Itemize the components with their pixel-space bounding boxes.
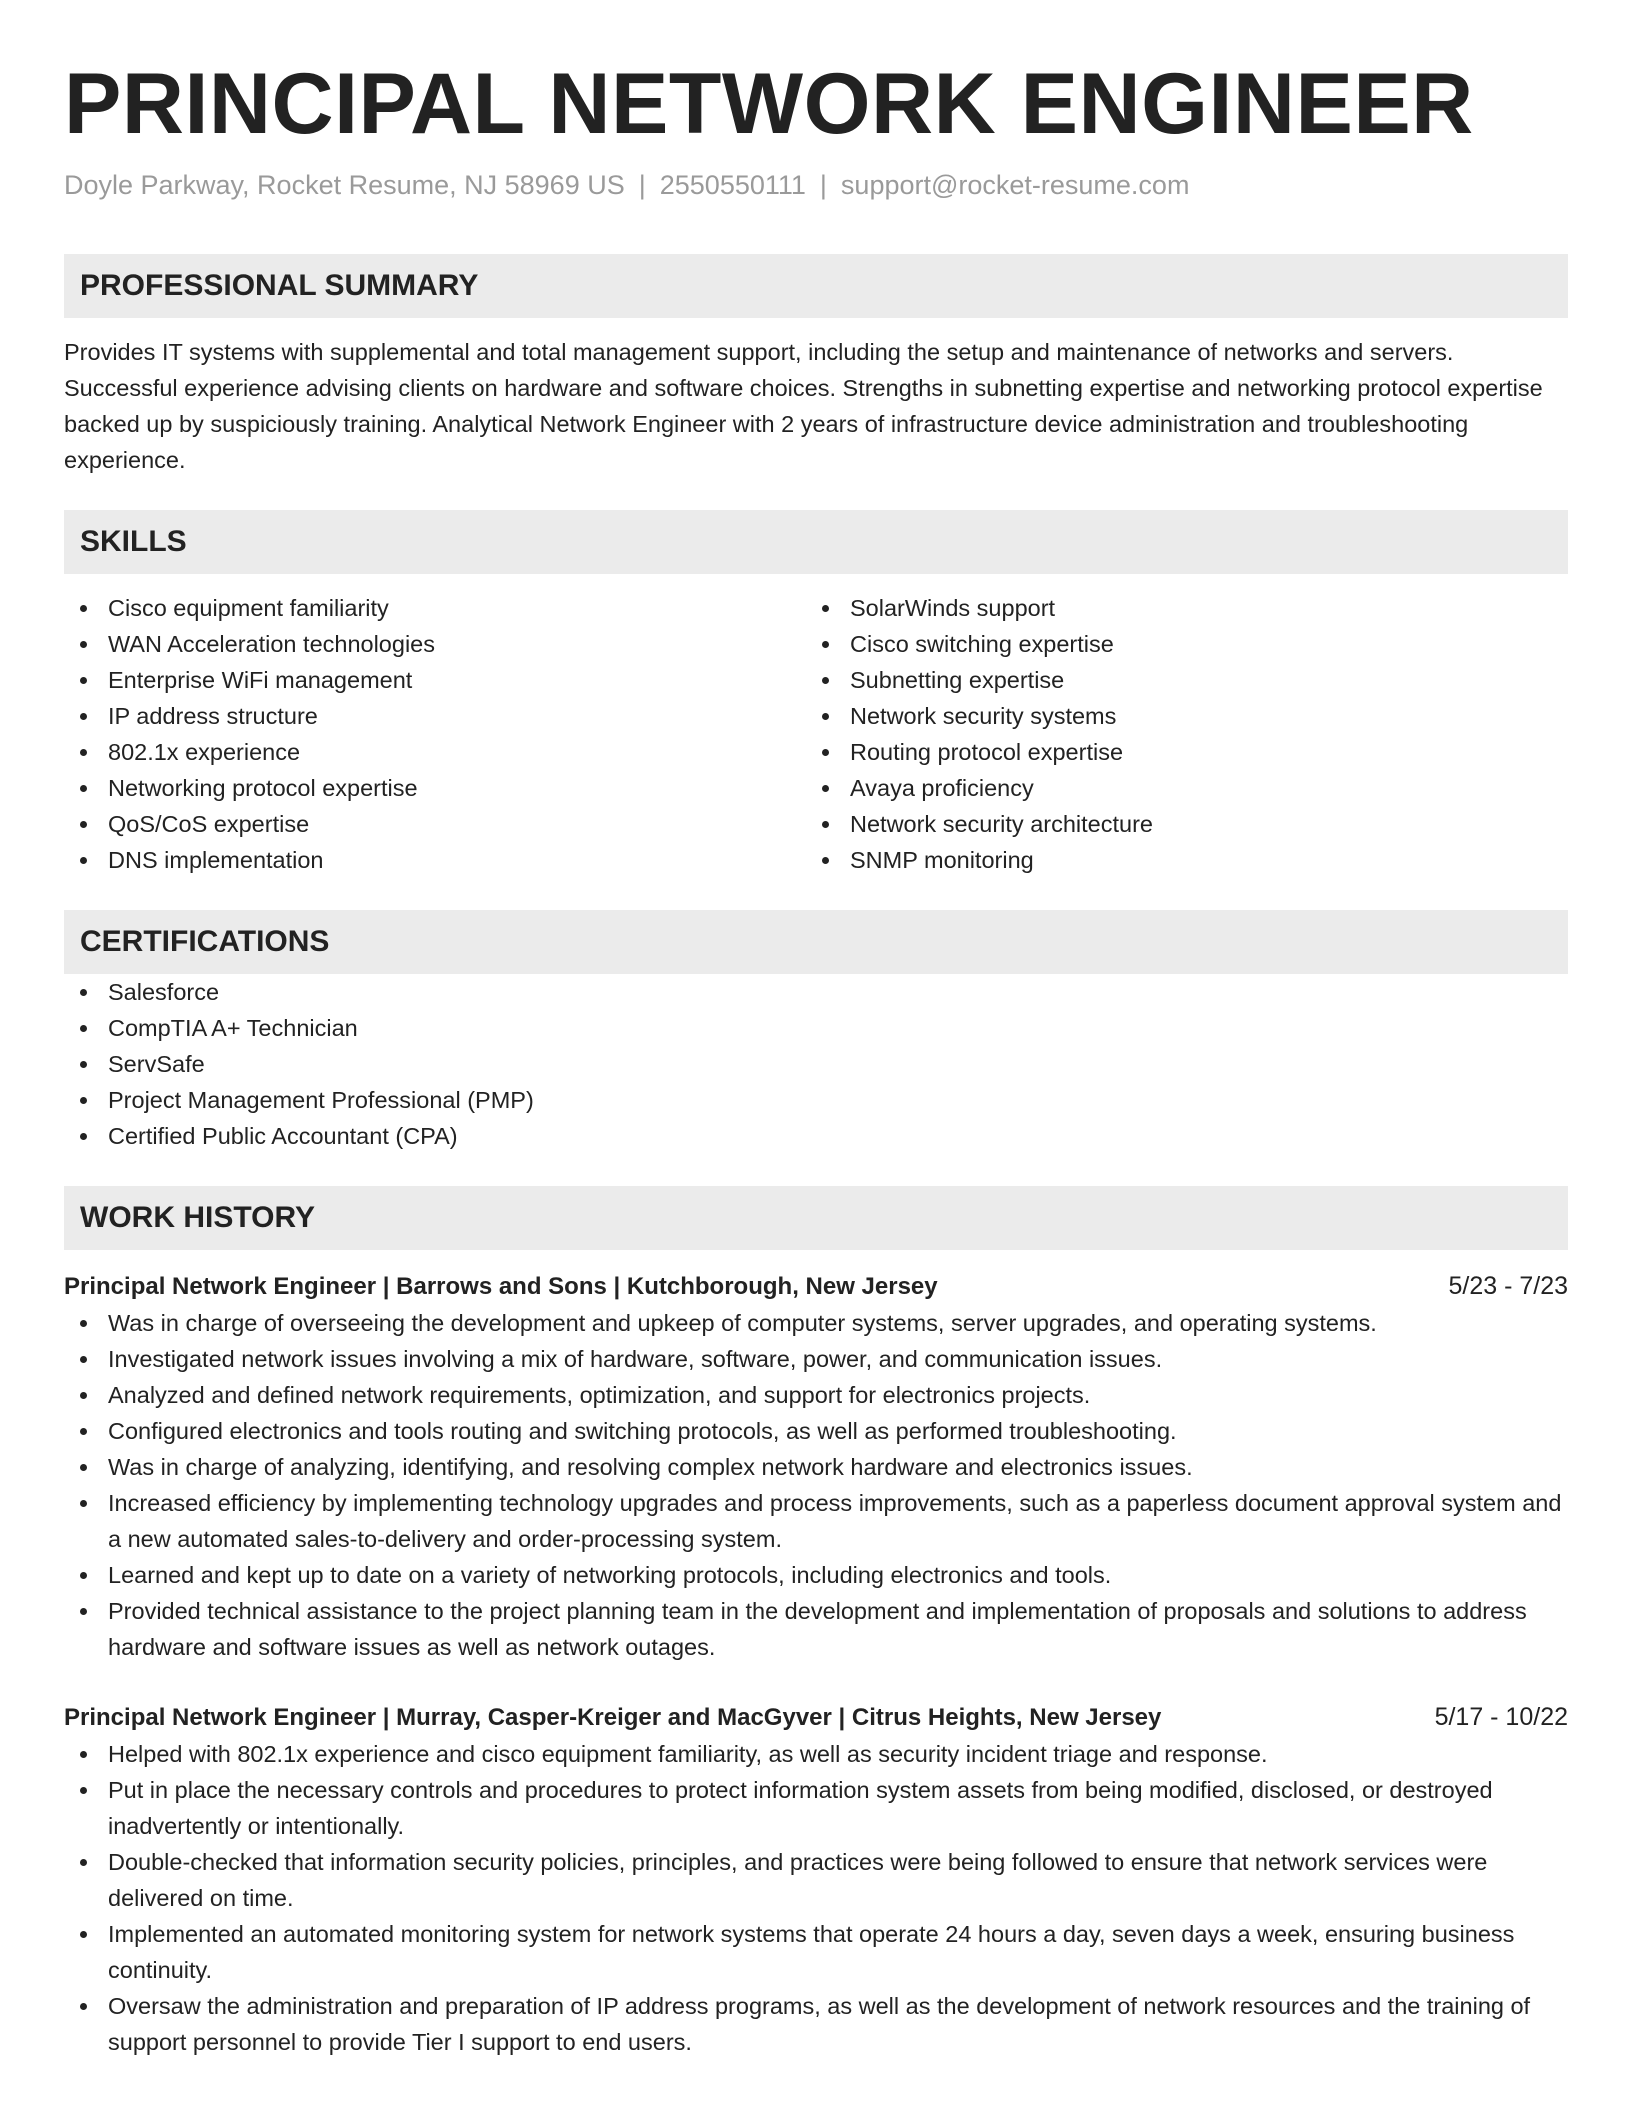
bullet-icon bbox=[80, 1464, 87, 1471]
job-bullet-text: Increased efficiency by implementing technology upgrades and process improvements, such as a paperless document approval system and a new automated sales-to-delivery and order-processing system. bbox=[108, 1490, 1562, 1552]
skill-item bbox=[806, 770, 1548, 806]
skill-label: Routing protocol expertise bbox=[850, 739, 1124, 765]
section-header-work-history: WORK HISTORY bbox=[64, 1186, 1568, 1250]
job-header bbox=[64, 1699, 1568, 1736]
job-bullet bbox=[64, 1772, 1568, 1844]
skill-label: IP address structure bbox=[108, 703, 318, 729]
bullet-icon bbox=[80, 1787, 87, 1794]
certification-label: Project Management Professional (PMP) bbox=[108, 1087, 534, 1113]
skill-label: SolarWinds support bbox=[850, 595, 1056, 621]
bullet-icon bbox=[80, 605, 87, 612]
job-bullet bbox=[64, 1736, 1568, 1772]
bullet-icon bbox=[80, 1133, 87, 1140]
skill-item bbox=[806, 806, 1548, 842]
job-bullet-text: Was in charge of analyzing, identifying, and resolving complex network hardware and electronics issues. bbox=[108, 1454, 1193, 1480]
job-header bbox=[64, 1268, 1568, 1305]
contact-line bbox=[64, 168, 1568, 202]
job-bullet bbox=[64, 1305, 1568, 1341]
skill-item bbox=[64, 662, 806, 698]
bullet-icon bbox=[80, 1097, 87, 1104]
bullet-icon bbox=[80, 1572, 87, 1579]
job-bullet bbox=[64, 1988, 1568, 2060]
job-title: Principal Network Engineer | Barrows and Sons | Kutchborough, New Jersey bbox=[64, 1273, 938, 1300]
skill-label: 802.1x experience bbox=[108, 739, 301, 765]
skill-label: Cisco switching expertise bbox=[850, 631, 1114, 657]
job-bullet-text: Oversaw the administration and preparation of IP address programs, as well as the development of network resources and the training of support personnel to provide Tier I support to end users. bbox=[108, 1993, 1531, 2055]
bullet-icon bbox=[822, 857, 829, 864]
bullet-icon bbox=[80, 1061, 87, 1068]
job-bullet bbox=[64, 1341, 1568, 1377]
certification-item bbox=[64, 1082, 1568, 1118]
skill-item bbox=[64, 734, 806, 770]
bullet-icon bbox=[80, 1428, 87, 1435]
job-entry bbox=[64, 1699, 1568, 2060]
bullet-icon bbox=[80, 1608, 87, 1615]
bullet-icon bbox=[80, 677, 87, 684]
job-bullet bbox=[64, 1844, 1568, 1916]
skill-label: DNS implementation bbox=[108, 847, 324, 873]
skills-column-right bbox=[806, 590, 1548, 878]
bullet-icon bbox=[80, 785, 87, 792]
skill-item bbox=[64, 770, 806, 806]
job-bullet bbox=[64, 1593, 1568, 1665]
skills-column-left bbox=[64, 590, 806, 878]
job-bullet-text: Was in charge of overseeing the development and upkeep of computer systems, server upgrades, and operating systems. bbox=[108, 1310, 1377, 1336]
skill-label: QoS/CoS expertise bbox=[108, 811, 310, 837]
contact-email: support@rocket-resume.com bbox=[840, 170, 1190, 200]
skill-label: SNMP monitoring bbox=[850, 847, 1034, 873]
job-bullet-text: Investigated network issues involving a mix of hardware, software, power, and communication issues. bbox=[108, 1346, 1163, 1372]
resume-title: PRINCIPAL NETWORK ENGINEER bbox=[64, 56, 1474, 152]
skill-item bbox=[64, 626, 806, 662]
skill-label: Network security architecture bbox=[850, 811, 1153, 837]
skills-list-left bbox=[64, 590, 806, 878]
skill-label: Networking protocol expertise bbox=[108, 775, 418, 801]
contact-address: Doyle Parkway, Rocket Resume, NJ 58969 US bbox=[64, 170, 625, 200]
job-bullet-text: Implemented an automated monitoring system for network systems that operate 24 hours a day, seven days a week, ensuring business continuity. bbox=[108, 1921, 1515, 1983]
job-entry bbox=[64, 1268, 1568, 1665]
job-bullet-text: Double-checked that information security policies, principles, and practices were being followed to ensure that network services were delivered on time. bbox=[108, 1849, 1488, 1911]
bullet-icon bbox=[80, 1320, 87, 1327]
bullet-icon bbox=[822, 713, 829, 720]
bullet-icon bbox=[80, 1500, 87, 1507]
section-header-certifications: CERTIFICATIONS bbox=[64, 910, 1568, 974]
job-bullet-text: Put in place the necessary controls and procedures to protect information system assets from being modified, disclosed, or destroyed inadvertently or intentionally. bbox=[108, 1777, 1493, 1839]
job-bullet bbox=[64, 1449, 1568, 1485]
skill-item bbox=[64, 590, 806, 626]
job-title: Principal Network Engineer | Murray, Casper-Kreiger and MacGyver | Citrus Heights, New Jersey bbox=[64, 1704, 1162, 1731]
bullet-icon bbox=[822, 641, 829, 648]
certification-item bbox=[64, 1118, 1568, 1154]
bullet-icon bbox=[822, 749, 829, 756]
certification-label: Certified Public Accountant (CPA) bbox=[108, 1123, 458, 1149]
certification-label: CompTIA A+ Technician bbox=[108, 1015, 358, 1041]
bullet-icon bbox=[822, 785, 829, 792]
skill-item bbox=[806, 698, 1548, 734]
bullet-icon bbox=[80, 749, 87, 756]
contact-phone: 2550550111 bbox=[659, 170, 806, 200]
skill-item bbox=[806, 590, 1548, 626]
certification-item bbox=[64, 1010, 1568, 1046]
skill-label: Enterprise WiFi management bbox=[108, 667, 413, 693]
skill-item bbox=[806, 662, 1548, 698]
job-bullet-text: Helped with 802.1x experience and cisco equipment familiarity, as well as security incident triage and response. bbox=[108, 1741, 1268, 1767]
bullet-icon bbox=[80, 821, 87, 828]
bullet-icon bbox=[80, 1356, 87, 1363]
job-bullet bbox=[64, 1916, 1568, 1988]
bullet-icon bbox=[822, 821, 829, 828]
skill-label: Cisco equipment familiarity bbox=[108, 595, 389, 621]
bullet-icon bbox=[80, 713, 87, 720]
skill-label: Network security systems bbox=[850, 703, 1117, 729]
job-dates: 5/23 - 7/23 bbox=[1448, 1272, 1568, 1300]
bullet-icon bbox=[80, 2003, 87, 2010]
job-bullet bbox=[64, 1557, 1568, 1593]
skill-item bbox=[64, 806, 806, 842]
bullet-icon bbox=[80, 1931, 87, 1938]
job-bullet-text: Analyzed and defined network requirements, optimization, and support for electronics projects. bbox=[108, 1382, 1091, 1408]
contact-separator: | bbox=[638, 170, 646, 200]
skill-item bbox=[806, 734, 1548, 770]
skill-item bbox=[64, 842, 806, 878]
job-bullets bbox=[64, 1305, 1568, 1665]
skills-grid bbox=[64, 590, 1568, 878]
skill-label: WAN Acceleration technologies bbox=[108, 631, 435, 657]
job-bullet bbox=[64, 1413, 1568, 1449]
job-bullet bbox=[64, 1377, 1568, 1413]
certification-item bbox=[64, 974, 1568, 1010]
certifications-list bbox=[64, 974, 1568, 1154]
bullet-icon bbox=[80, 857, 87, 864]
job-bullets bbox=[64, 1736, 1568, 2060]
skill-item bbox=[64, 698, 806, 734]
summary-text: Provides IT systems with supplemental and total management support, including the setup and maintenance of networks and servers. Successful experience advising clients on hardware and software choices. Strengths in subnetting expertise and networking protocol expertise backed up by suspiciously training. Analytical Network Engineer with 2 years of infrastructure device administration and troubleshooting experience. bbox=[64, 339, 1543, 473]
section-header-summary: PROFESSIONAL SUMMARY bbox=[64, 254, 1568, 318]
bullet-icon bbox=[80, 1859, 87, 1866]
skills-list-right bbox=[806, 590, 1548, 878]
bullet-icon bbox=[80, 1392, 87, 1399]
skill-label: Subnetting expertise bbox=[850, 667, 1065, 693]
job-bullet-text: Learned and kept up to date on a variety of networking protocols, including electronics and tools. bbox=[108, 1562, 1112, 1588]
certification-label: ServSafe bbox=[108, 1051, 205, 1077]
bullet-icon bbox=[822, 677, 829, 684]
certification-label: Salesforce bbox=[108, 979, 220, 1005]
bullet-icon bbox=[80, 989, 87, 996]
contact-separator: | bbox=[819, 170, 827, 200]
skill-label: Avaya proficiency bbox=[850, 775, 1034, 801]
certification-item bbox=[64, 1046, 1568, 1082]
bullet-icon bbox=[822, 605, 829, 612]
skill-item bbox=[806, 842, 1548, 878]
section-header-skills: SKILLS bbox=[64, 510, 1568, 574]
job-bullet bbox=[64, 1485, 1568, 1557]
job-bullet-text: Provided technical assistance to the project planning team in the development and implementation of proposals and solutions to address hardware and software issues as well as network outages. bbox=[108, 1598, 1527, 1660]
bullet-icon bbox=[80, 1025, 87, 1032]
bullet-icon bbox=[80, 641, 87, 648]
job-bullet-text: Configured electronics and tools routing and switching protocols, as well as performed troubleshooting. bbox=[108, 1418, 1177, 1444]
bullet-icon bbox=[80, 1751, 87, 1758]
job-dates: 5/17 - 10/22 bbox=[1434, 1703, 1568, 1731]
skill-item bbox=[806, 626, 1548, 662]
